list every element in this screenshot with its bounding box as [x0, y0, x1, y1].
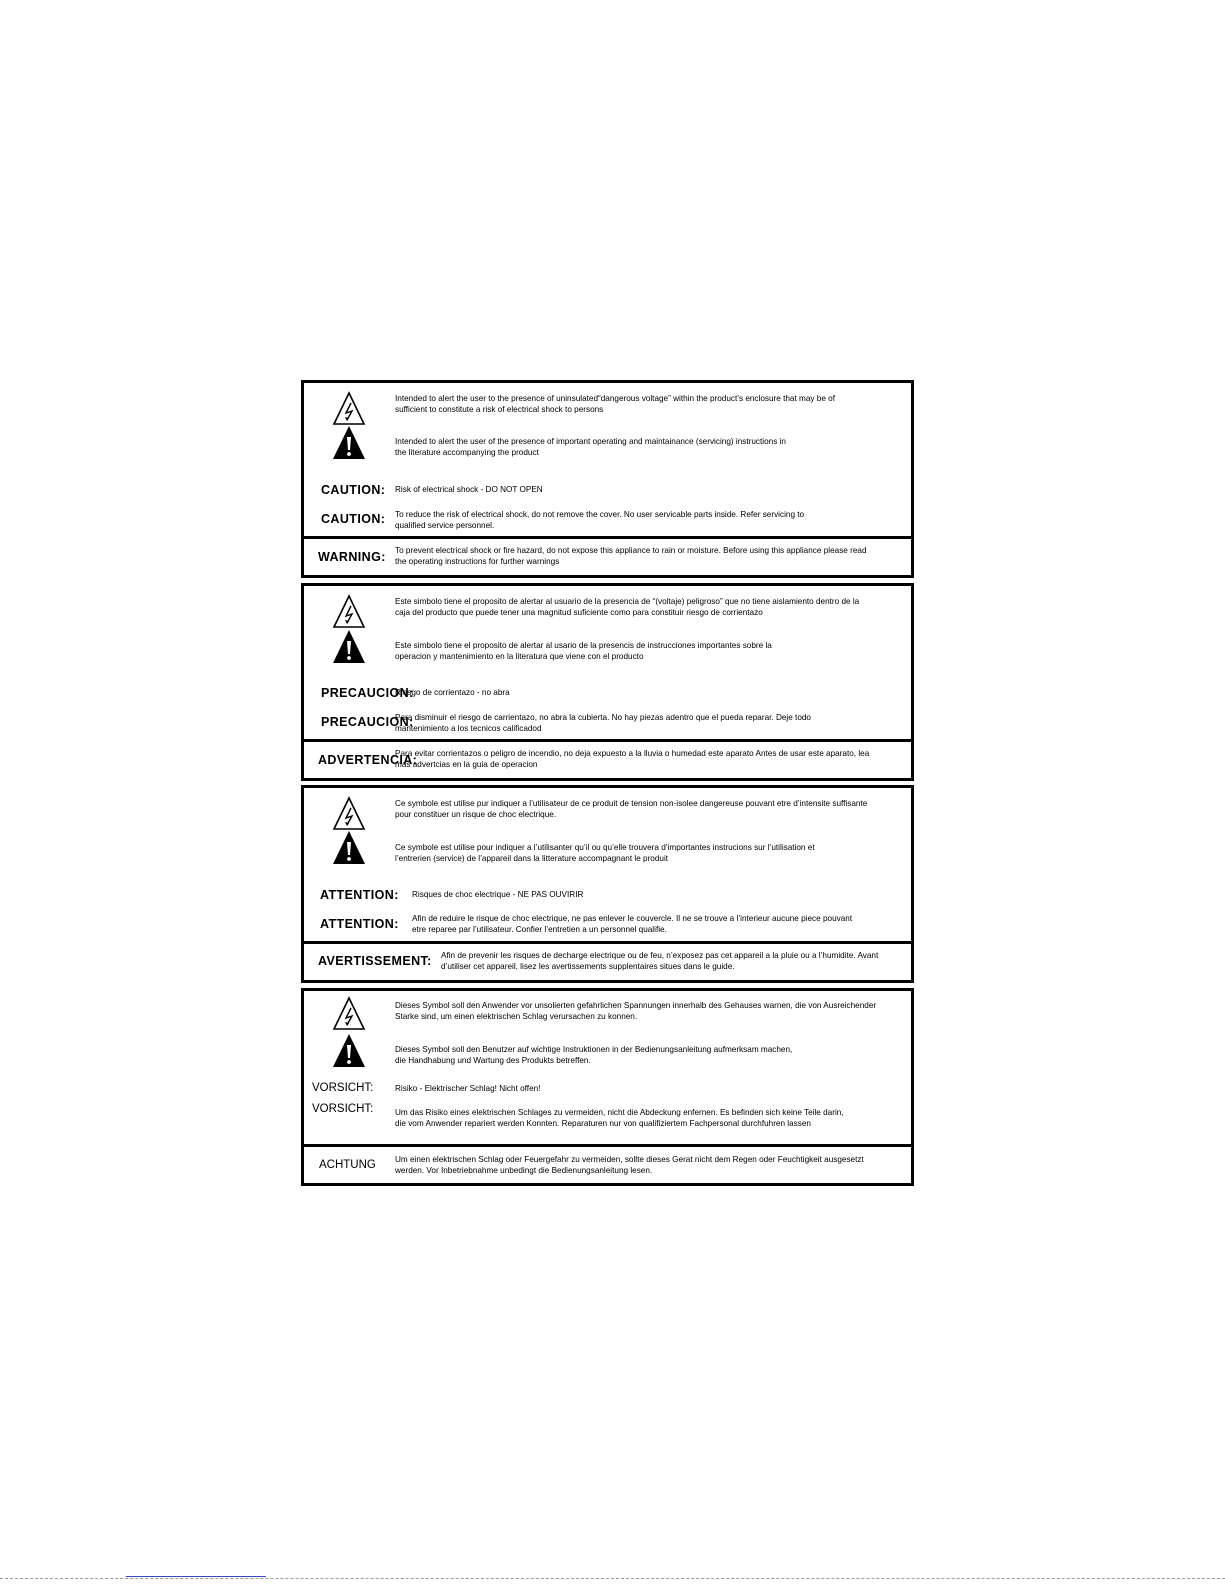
electrical-shock-warning-icon [332, 796, 366, 832]
page-edge-divider [0, 1578, 1225, 1579]
caution-text: Para disminuir el riesgo de carrientazo, no abra la cubierta. No hay piezas adentro que el pueda reparar. Deje todo mantenimiento a los tecnicos calificadod [395, 713, 811, 733]
caution-label: ATTENTION: [320, 888, 399, 902]
caution-text: To reduce the risk of electrical shock, do not remove the cover. No user servicable parts inside. Refer servicing to qualified service personnel. [395, 510, 805, 530]
warning-panel-spanish [301, 583, 914, 781]
warning-text: To prevent electrical shock or fire hazard, do not expose this appliance to rain or moisture. Before using this appliance please read the operating instructions for further warnings [395, 546, 867, 566]
electrical-shock-warning-icon [332, 391, 366, 427]
warning-label: ADVERTENCIA: [318, 753, 418, 767]
caution-label: ATTENTION: [320, 917, 399, 931]
warning-panel-german [301, 988, 914, 1186]
warning-panel-english [301, 380, 914, 578]
panel-upper-section [304, 991, 911, 1147]
panel-upper-section [304, 383, 911, 539]
panel-upper-section [304, 586, 911, 742]
warning-text: Para evitar corrientazos o peligro de incendio, no deja expuesto a la lluvia o humedad este aparato Antes de usar este aparato, lea mas advertcias en la guia de operacion [395, 749, 870, 769]
caution-text: Riesgo de corrientazo - no abra [395, 688, 510, 697]
panel-warning-section [304, 944, 911, 980]
attention-symbol-text: Ce symbole est utilise pour indiquer a l’utilisanter qu’il ou qu’elle trouvera d’importantes instrucions sur l’utilisation et l’entrerien (service) de l’appareil dans la litterature accompagnant le produit [395, 843, 815, 863]
warning-text: Afin de prevenir les risques de decharge electrique ou de feu, n’exposez pas cet appareil a la pluie ou a l’humidite. Avant d’utiliser cet appareil, lisez les avertissements supplentaires situes dans le guide. [441, 951, 879, 971]
shock-symbol-text: Este simbolo tiene el proposito de alertar al usuario de la presencia de “(voltaje) peligroso” que no tiene aislamiento dentro de la caja del producto que puede tener una magnitud suficiente como para constituir riesgo de corrientazo [395, 597, 860, 617]
exclamation-warning-icon [332, 1033, 366, 1069]
panel-upper-section [304, 788, 911, 944]
shock-symbol-text: Intended to alert the user to the presence of uninsulated“dangerous voltage” within the product’s enclosure that may be of sufficient to constitute a risk of electrical shock to persons [395, 394, 835, 414]
warning-label: WARNING: [318, 550, 386, 564]
panel-warning-section [304, 1147, 911, 1183]
exclamation-warning-icon [332, 629, 366, 665]
caution-label: CAUTION: [321, 512, 386, 526]
page-link-underline [126, 1576, 266, 1577]
caution-text: Um das Risiko eines elektrischen Schlages zu vermeiden, nicht die Abdeckung enfernen. Es befinden sich keine Teile darin, die vom Anwender repariert werden Konnten. Reparaturen nur von qualifiziertem Fachpersonal durchfuhren lassen [395, 1108, 844, 1128]
warning-label: ACHTUNG [319, 1159, 376, 1171]
caution-label: VORSICHT: [312, 1082, 374, 1094]
attention-symbol-text: Dieses Symbol soll den Benutzer auf wichtige Instruktionen in der Bedienungsanleitung aufmerksam machen, die Handhabung und Wartung des Produkts betreffen. [395, 1045, 793, 1065]
warning-label: AVERTISSEMENT: [318, 954, 432, 968]
caution-label: PRECAUCION: [321, 686, 414, 700]
panel-warning-section [304, 539, 911, 575]
caution-text: Risques de choc electrique - NE PAS OUVIRIR [412, 890, 584, 899]
caution-label: PRECAUCION: [321, 715, 414, 729]
exclamation-warning-icon [332, 830, 366, 866]
attention-symbol-text: Intended to alert the user of the presence of important operating and maintainance (servicing) instructions in the literature accompanying the product [395, 437, 786, 457]
caution-text: Afin de reduire le risque de choc electrique, ne pas enlever le couvercle. Il ne se trouve a l’interieur aucune piece pouvant etre reparee par l’utilisateur. Confier l’entretien a un personnel qualifie. [412, 914, 853, 934]
warning-text: Um einen elektrischen Schlag oder Feuergefahr zu vermeiden, sollte dieses Gerat nicht dem Regen oder Feuchtigkeit ausgesetzt werden. Vor Inbetriebnahme unbedingt die Bedienungsanleitung lesen. [395, 1155, 864, 1175]
attention-symbol-text: Este simbolo tiene el proposito de alertar al usario de la presencis de instrucciones importantes sobre la operacion y mantenimiento en la literatura que viene con el producto [395, 641, 772, 661]
electrical-shock-warning-icon [332, 996, 366, 1032]
exclamation-warning-icon [332, 425, 366, 461]
electrical-shock-warning-icon [332, 594, 366, 630]
shock-symbol-text: Dieses Symbol soll den Anwender vor unsolierten gefahrlichen Spannungen innerhalb des Gehauses warnen, die von Ausreichender Starke sind, um einen elektrischen Schlag verursachen zu konnen. [395, 1001, 877, 1021]
caution-text: Risk of electrical shock - DO NOT OPEN [395, 485, 543, 494]
warning-panel-french [301, 785, 914, 983]
shock-symbol-text: Ce symbole est utilise pur indiquer a l’utilisateur de ce produit de tension non-isolee dangereuse pouvant etre d’intensite suffisante pour constituer un risque de choc electrique. [395, 799, 868, 819]
panel-warning-section [304, 742, 911, 778]
caution-label: CAUTION: [321, 483, 386, 497]
caution-text: Risiko - Elektrischer Schlag! Nicht offen! [395, 1084, 541, 1093]
caution-label: VORSICHT: [312, 1103, 374, 1115]
